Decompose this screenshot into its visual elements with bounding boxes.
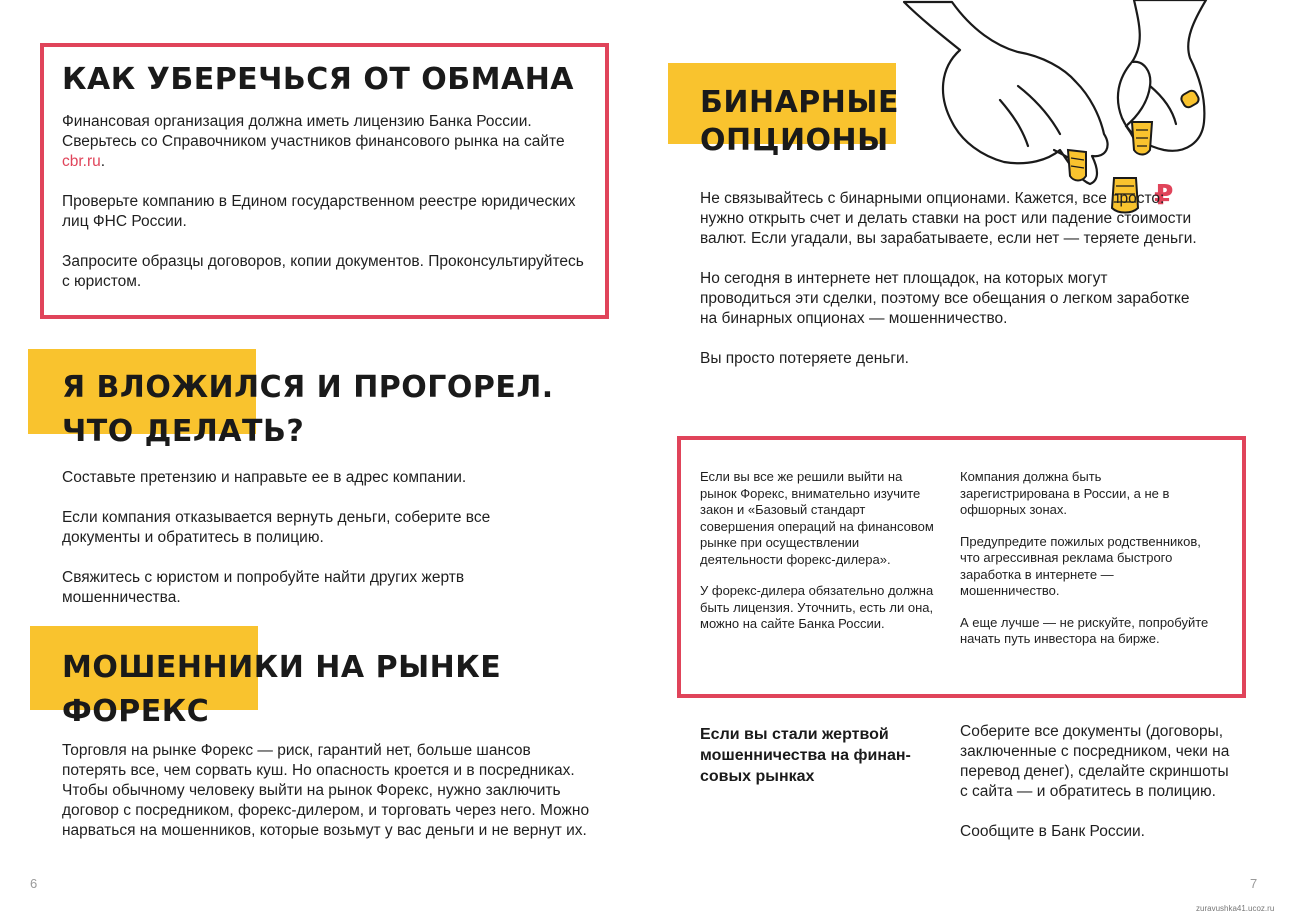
forex-text xyxy=(62,741,592,841)
forex-info-col2-paragraph-2: Предупредите пожилых родственников, что агрессивная реклама быстрого заработка в интернете — мошенничество. xyxy=(960,533,1201,598)
forex-paragraph-1: Торговля на рынке Форекс — риск, гарантий нет, больше шансов потерять все, чем сорвать куш. Но опасность кроется и в посредниках. Чтобы обычному человеку выйти на рынок Форекс, нужно заключить договор с посредником, форекс-дилером, и торговать через него. Можно нарваться на мошенников, которые возьмут у вас деньги и не вернут их. xyxy=(62,742,590,839)
forex-info-col2 xyxy=(960,469,1210,663)
binary-paragraph-1: Не связывайтесь с бинарными опционами. Кажется, все просто: нужно открыть счет и делать ставки на рост или падение стоимости валют. Если угадали, вы зарабатываете, если нет — теряете деньги. xyxy=(700,190,1197,247)
forex-info-col1-paragraph-1: Если вы все же решили выйти на рынок Форекс, внимательно изучите закон и «Базовый стандарт совершения операций на финансовом рынке при осуществлении деятельности форекс-дилера». xyxy=(700,469,934,567)
forex-title: МОШЕННИКИ НА РЫНКЕ ФОРЕКС xyxy=(62,650,502,729)
victim-paragraph-2: Сообщите в Банк России. xyxy=(960,823,1145,840)
burned-text xyxy=(62,468,552,608)
cbr-link[interactable]: cbr.ru xyxy=(62,153,101,170)
binary-text xyxy=(700,189,1220,369)
victim-heading: Если вы стали жертвой мошенничества на финансовых рынках xyxy=(700,726,911,785)
fraud-paragraph-3: Запросите образцы договоров, копии документов. Проконсультируйтесь с юристом. xyxy=(62,253,584,290)
page-number-left: 6 xyxy=(30,876,38,891)
binary-paragraph-2: Но сегодня в интернете нет площадок, на которых могут проводиться эти сделки, поэтому все обещания о легком заработке на бинарных опционах — мошенничество. xyxy=(700,270,1190,327)
fraud-paragraph-1: Финансовая организация должна иметь лицензию Банка России. Сверьтесь со Справочником участников финансового рынка на сайте cbr.ru. xyxy=(62,113,565,170)
victim-text xyxy=(960,722,1235,842)
ruble-sign-icon: ₽ xyxy=(1154,178,1174,211)
site-watermark: zuravushka41.ucoz.ru xyxy=(1196,904,1275,913)
binary-title: БИНАРНЫЕ ОПЦИОНЫ xyxy=(700,85,899,158)
fraud-title: КАК УБЕРЕЧЬСЯ ОТ ОБМАНА xyxy=(62,62,575,97)
victim-paragraph-1: Соберите все документы (договоры, заключенные с посредником, чеки на перевод денег), сделайте скриншоты с сайта — и обратитесь в полицию. xyxy=(960,723,1230,800)
forex-info-col2-paragraph-3: А еще лучше — не рискуйте, попробуйте начать путь инвестора на бирже. xyxy=(960,614,1209,646)
forex-info-col2-paragraph-1: Компания должна быть зарегистрирована в России, а не в офшорных зонах. xyxy=(960,469,1170,517)
burned-paragraph-3: Свяжитесь с юристом и попробуйте найти других жертв мошенничества. xyxy=(62,569,465,606)
burned-paragraph-2: Если компания отказывается вернуть деньги, соберите все документы и обратитесь в полицию. xyxy=(62,509,491,546)
burned-title: Я ВЛОЖИЛСЯ И ПРОГОРЕЛ. ЧТО ДЕЛАТЬ? xyxy=(62,370,554,449)
fraud-text xyxy=(62,112,592,292)
forex-info-col1-paragraph-2: У форекс-дилера обязательно должна быть лицензия. Уточнить, есть ли она, можно на сайте Банка России. xyxy=(700,583,934,631)
fraud-paragraph-2: Проверьте компанию в Едином государственном реестре юридических лиц ФНС России. xyxy=(62,193,576,230)
forex-info-col1 xyxy=(700,469,940,648)
binary-paragraph-3: Вы просто потеряете деньги. xyxy=(700,350,909,367)
burned-paragraph-1: Составьте претензию и направьте ее в адрес компании. xyxy=(62,469,467,486)
page-number-right: 7 xyxy=(1250,876,1258,891)
